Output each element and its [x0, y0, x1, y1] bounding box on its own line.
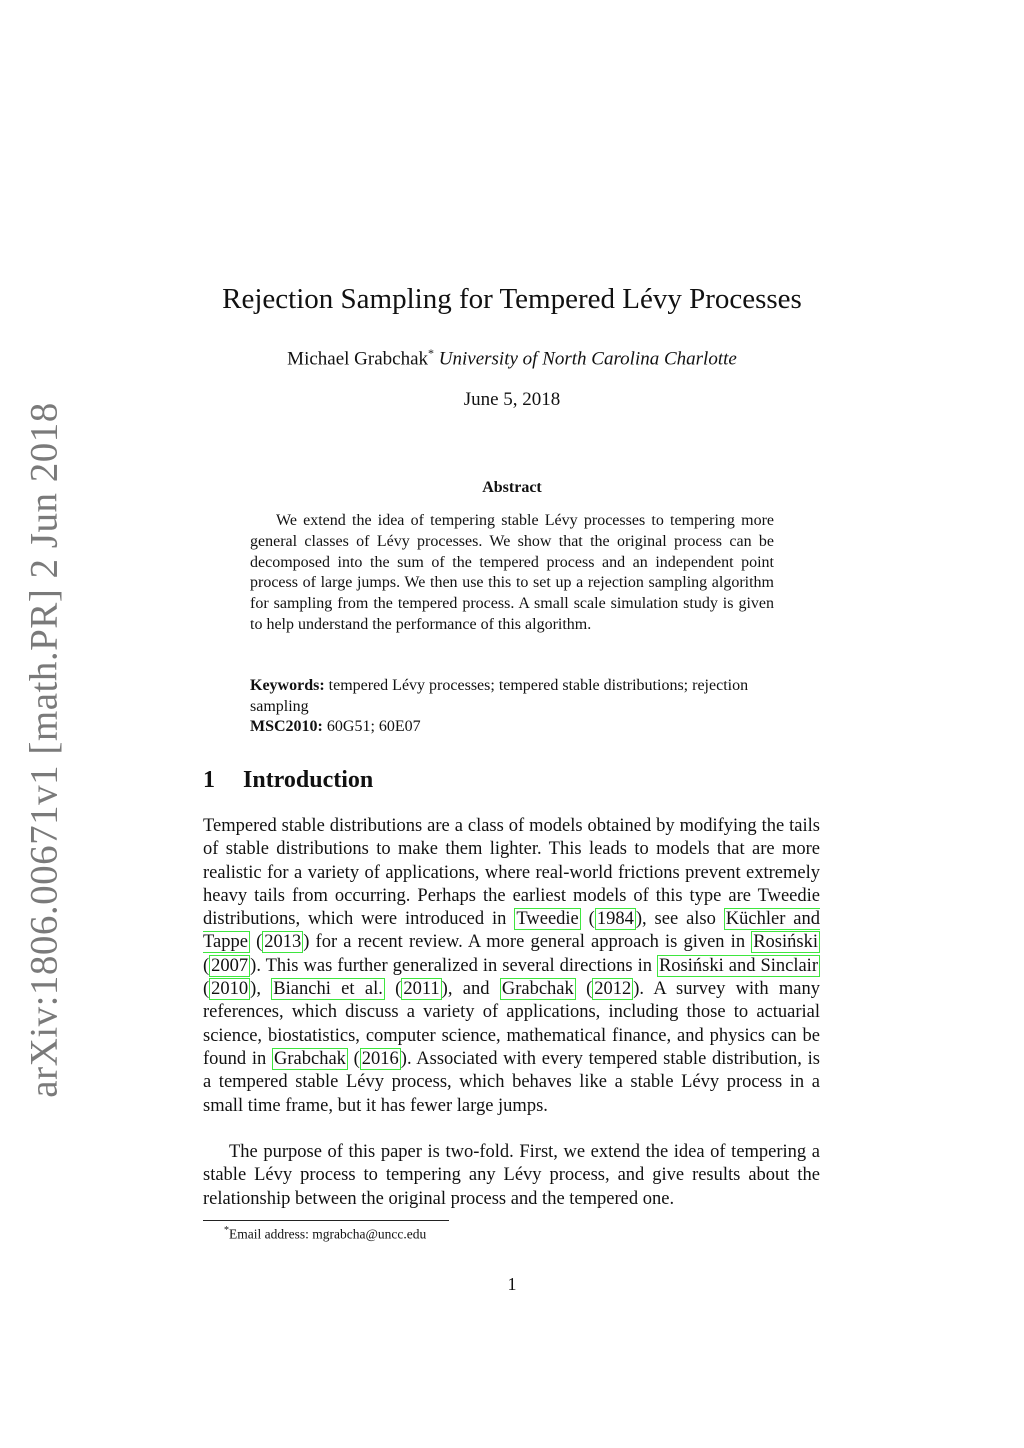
paper-date: June 5, 2018 [463, 389, 561, 410]
author-name: Michael Grabchak [287, 348, 429, 370]
arxiv-stamp [14, 402, 74, 1098]
citation-year-link[interactable]: 2012 [594, 979, 632, 1000]
intro-text: ), [250, 979, 272, 1000]
page-number: 1 [507, 1274, 517, 1294]
citation-year-link[interactable]: 2010 [211, 979, 249, 1000]
author-line [0, 346, 1024, 370]
intro-text: ). This was further generalized in several directions in [250, 955, 657, 976]
citation-link[interactable]: Rosiński and Sinclair [658, 955, 818, 976]
intro-text: ), and [441, 979, 500, 1000]
intro-text: ), see also [635, 909, 724, 930]
citation-year-link[interactable]: 2007 [211, 955, 249, 976]
msc-codes [250, 717, 774, 738]
section-heading [203, 767, 373, 794]
intro-text: ). A survey with many references, which discuss a variety of applications, including those to actuarial science, biostatistics, computer science, mathematical finance, and physics can be found in [203, 979, 820, 1069]
abstract-text: We extend the idea of tempering stable Lévy processes to tempering more general classes of Lévy processes. We show that the original process can be decomposed into the sum of the tempered process and an independent point process of large jumps. We then use this to set up a rejection sampling algorithm for sampling from the tempered process. A small scale simulation study is given to help understand the performance of this algorithm. [250, 512, 774, 633]
keywords [250, 676, 774, 718]
intro-text: ( [347, 1048, 360, 1069]
author-footnote-mark[interactable]: * [428, 346, 435, 360]
section-number: 1 [203, 767, 215, 793]
intro-text: ( [203, 955, 210, 976]
citation-link[interactable]: Tweedie [516, 909, 579, 930]
intro-text: Tempered stable distributions are a class of models obtained by modifying the tails of stable distributions to make them lighter. This leads to models that are more realistic for a variety of applications, where real-world frictions prevent extremely heavy tails from occurring. Perhaps the earliest models of this type are Tweedie distributions, which were introduced in [203, 816, 820, 930]
section-title: Introduction [243, 767, 374, 793]
intro-text: ( [249, 932, 263, 953]
intro-text: ( [203, 979, 210, 1000]
citation-link[interactable]: Küchler and Tappe [203, 909, 821, 953]
footnote-rule [203, 1220, 449, 1221]
paper-title: Rejection Sampling for Tempered Lévy Processes [222, 283, 802, 315]
citation-link[interactable]: Rosiński [753, 932, 818, 953]
author-affiliation: University of North Carolina Charlotte [438, 348, 737, 370]
footnote-text: Email address: mgrabcha@uncc.edu [229, 1226, 427, 1242]
intro-text: ( [580, 909, 595, 930]
intro-paragraph-1 [203, 815, 820, 1118]
citation-year-link[interactable]: 2011 [403, 979, 440, 1000]
citation-link[interactable]: Grabchak [501, 979, 574, 1000]
intro-text: ) for a recent review. A more general approach is given in [303, 932, 752, 953]
arxiv-stamp-text: arXiv:1806.00671v1 [math.PR] 2 Jun 2018 [22, 402, 66, 1098]
msc-label: MSC2010: [250, 718, 323, 735]
intro-text: ( [575, 979, 593, 1000]
citation-year-link[interactable]: 1984 [596, 909, 634, 930]
citation-year-link[interactable]: 2016 [361, 1048, 399, 1069]
citation-year-link[interactable]: 2013 [264, 932, 302, 953]
intro-paragraph-2: The purpose of this paper is two-fold. First, we extend the idea of tempering a stable Lévy process to tempering any Lévy process, and give results about the relationship between the original process and the tempered one. [203, 1142, 820, 1209]
keywords-label: Keywords: [250, 677, 325, 694]
citation-link[interactable]: Bianchi et al. [273, 979, 383, 1000]
msc-text: 60G51; 60E07 [326, 718, 421, 735]
keywords-text: tempered Lévy processes; tempered stable distributions; rejection sampling [250, 677, 749, 715]
footnote-mark: * [224, 1225, 229, 1236]
citation-link[interactable]: Grabchak [274, 1048, 346, 1069]
intro-text: ). Associated with every tempered stable distribution, is a tempered stable Lévy process, which behaves like a stable Lévy process in a small time frame, but it has fewer large jumps. [203, 1048, 820, 1116]
footnote [224, 1225, 426, 1243]
intro-text: ( [384, 979, 402, 1000]
abstract-heading: Abstract [482, 479, 542, 496]
